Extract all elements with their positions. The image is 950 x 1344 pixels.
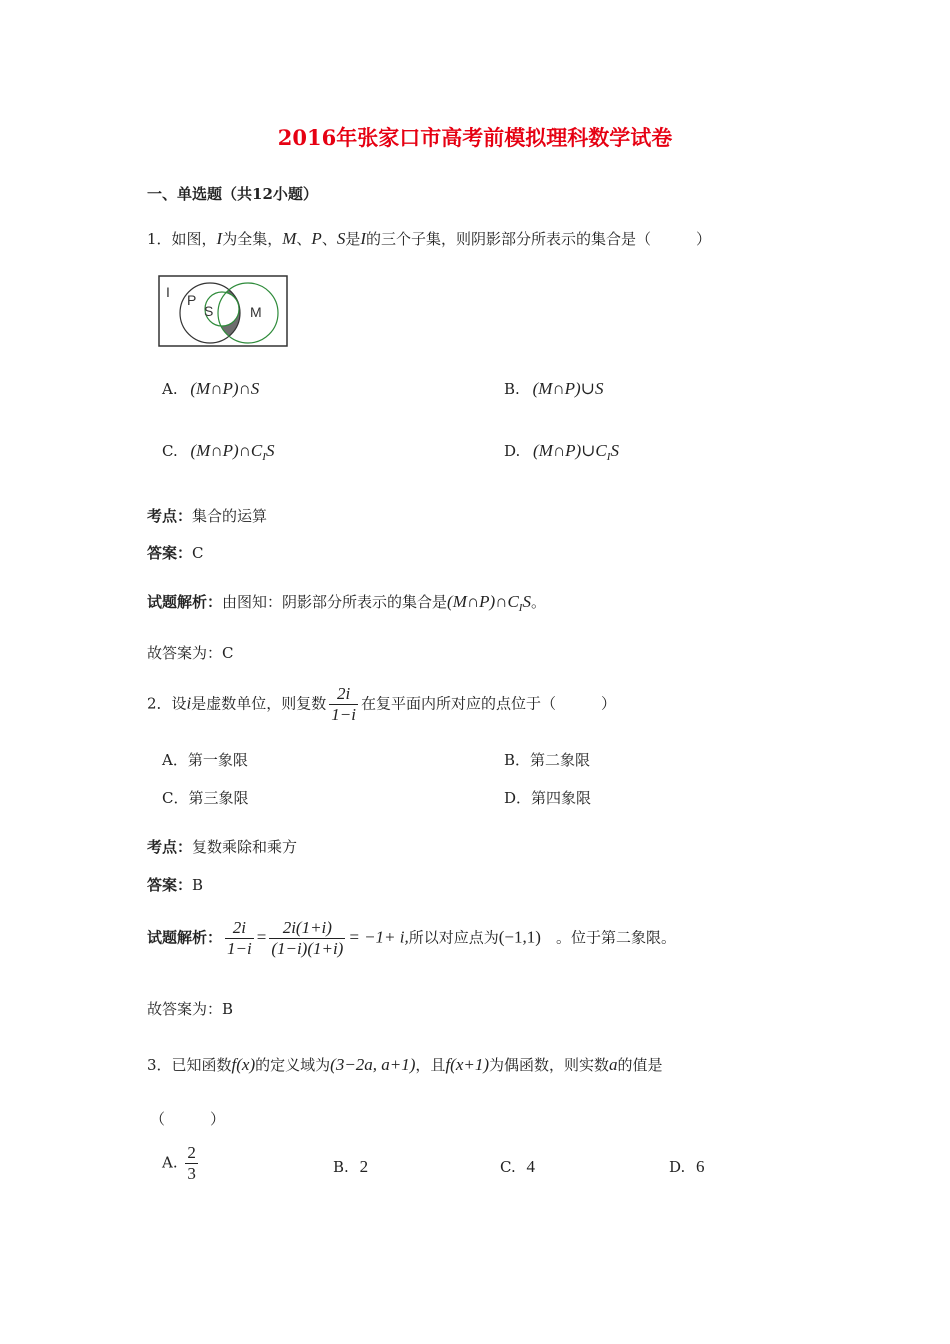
option-expr: (M∩P)∪C [533, 441, 607, 460]
q2-var-i: i [186, 693, 192, 713]
fraction-numerator: 2i [225, 918, 254, 939]
equals-sign: = [256, 927, 267, 947]
q1-var-i: I [360, 229, 367, 248]
option-value: 2 [359, 1157, 369, 1176]
venn-label-p: P [187, 292, 197, 308]
analysis-text: 由图知：阴影部分所表示的集合是 [222, 593, 448, 611]
question-1-stem [147, 228, 711, 249]
fraction-denominator: 1−i [331, 705, 356, 724]
q1-var-i: I [216, 229, 223, 248]
q1-answer [147, 542, 204, 563]
option-label: D. [504, 442, 521, 460]
q1-sep: 、 [321, 230, 337, 248]
fraction-denominator: 1−i [227, 939, 252, 958]
page-title: 2016年张家口市高考前模拟理科数学试卷 [277, 125, 673, 150]
q1-option-d[interactable] [504, 441, 619, 463]
option-expr: (M∩P)∩S [190, 379, 260, 398]
option-label: C. [500, 1158, 516, 1176]
q3-paren: （ ） [150, 1110, 226, 1128]
analysis-end: 。 [530, 593, 546, 611]
section-heading: 一、单选题（共12小题） [147, 185, 318, 203]
q1-var-s: S [336, 229, 346, 248]
kaodian-value: 复数乘除和乘方 [192, 838, 298, 856]
q3-var-a: a [609, 1055, 618, 1074]
q2-analysis [147, 918, 676, 959]
option-subscript: I [606, 451, 611, 463]
analysis-expr-tail: S [522, 592, 531, 611]
question-2-stem [147, 684, 616, 725]
q3-prefix: 3．已知函数 [147, 1056, 232, 1074]
q1-sep: 、 [296, 230, 312, 248]
q2-kaodian [147, 836, 297, 857]
q1-analysis [147, 591, 546, 614]
venn-diagram [158, 275, 288, 347]
answer-value: B [192, 876, 204, 894]
fraction-denominator: 3 [187, 1164, 196, 1183]
option-expr: (M∩P)∪S [532, 379, 604, 398]
answer-value: C [192, 544, 204, 562]
analysis-fraction-2 [269, 918, 345, 959]
analysis-expr: (M∩P)∩C [447, 592, 519, 611]
analysis-end: 。位于第二象限。 [540, 928, 676, 947]
q3-fx: f(x) [231, 1055, 256, 1074]
q1-prefix: 1．如图， [147, 230, 217, 248]
analysis-fraction-1 [225, 918, 254, 959]
option-expr: (M∩P)∩C [190, 441, 263, 460]
q3-text: ，且 [415, 1056, 446, 1074]
fraction-numerator: 2i(1+i) [269, 918, 345, 939]
question-3-stem [147, 1054, 663, 1075]
option-expr-tail: S [610, 441, 619, 460]
answer-label: 答案： [147, 544, 193, 562]
q1-kaodian [147, 505, 267, 526]
fraction-denominator: (1−i)(1+i) [271, 939, 344, 958]
analysis-point: (−1,1) [498, 927, 541, 947]
q1-option-b[interactable] [504, 379, 603, 399]
q2-text: 在复平面内所对应的点位于（ ） [361, 694, 617, 713]
q1-option-a[interactable] [162, 379, 259, 399]
q3-option-b[interactable] [333, 1157, 368, 1177]
kaodian-value: 集合的运算 [192, 507, 268, 525]
q1-text: 为全集， [222, 230, 283, 248]
analysis-label: 试题解析： [147, 928, 223, 947]
q1-conclusion: 故答案为：C [147, 644, 234, 662]
venn-label-m: M [250, 304, 262, 320]
q1-var-m: M [282, 229, 297, 248]
q2-option-a[interactable]: A．第一象限 [162, 751, 248, 769]
kaodian-label: 考点： [147, 507, 193, 525]
option-fraction [185, 1143, 198, 1184]
option-expr-tail: S [265, 441, 275, 460]
analysis-result: = −1+ i, [348, 927, 409, 947]
analysis-subscript: I [518, 602, 523, 614]
q3-text: 的值是 [617, 1056, 663, 1074]
q1-text: 是 [345, 230, 361, 248]
q3-option-d[interactable] [669, 1157, 705, 1177]
option-label: D. [669, 1158, 686, 1176]
option-value: 6 [696, 1157, 705, 1176]
q2-option-c[interactable]: C．第三象限 [162, 789, 249, 807]
q1-option-c[interactable] [162, 441, 274, 463]
option-label: C. [162, 442, 178, 460]
analysis-label: 试题解析： [147, 593, 223, 611]
q3-text: 的定义域为 [255, 1056, 331, 1074]
option-label: A. [162, 380, 178, 398]
option-label: B. [504, 380, 520, 398]
answer-label: 答案： [147, 876, 193, 894]
q1-var-p: P [311, 229, 322, 248]
q2-answer [147, 874, 203, 895]
q3-option-c[interactable] [500, 1157, 535, 1177]
q3-fx1: f(x+1) [445, 1055, 489, 1074]
option-subscript: I [262, 451, 266, 463]
q2-text: 是虚数单位，则复数 [191, 694, 327, 713]
option-label: B. [333, 1158, 349, 1176]
q2-option-d[interactable]: D．第四象限 [504, 789, 592, 807]
venn-label-i: I [166, 284, 170, 300]
q2-fraction [329, 684, 358, 725]
q3-option-a[interactable] [162, 1143, 201, 1184]
analysis-text: 所以对应点为 [408, 928, 499, 947]
kaodian-label: 考点： [147, 838, 193, 856]
venn-label-s: S [204, 303, 214, 319]
q3-text: 为偶函数，则实数 [489, 1056, 610, 1074]
q1-text: 的三个子集，则阴影部分所表示的集合是（ ） [366, 230, 712, 248]
q2-option-b[interactable]: B．第二象限 [504, 751, 591, 769]
q2-conclusion: 故答案为：B [147, 1000, 234, 1018]
fraction-numerator: 2i [329, 684, 358, 705]
fraction-numerator: 2 [187, 1143, 196, 1162]
option-label: A. [162, 1153, 178, 1172]
q2-prefix: 2．设 [147, 694, 187, 713]
q3-domain: (3−2a, a+1) [330, 1055, 416, 1074]
option-value: 4 [526, 1157, 535, 1176]
